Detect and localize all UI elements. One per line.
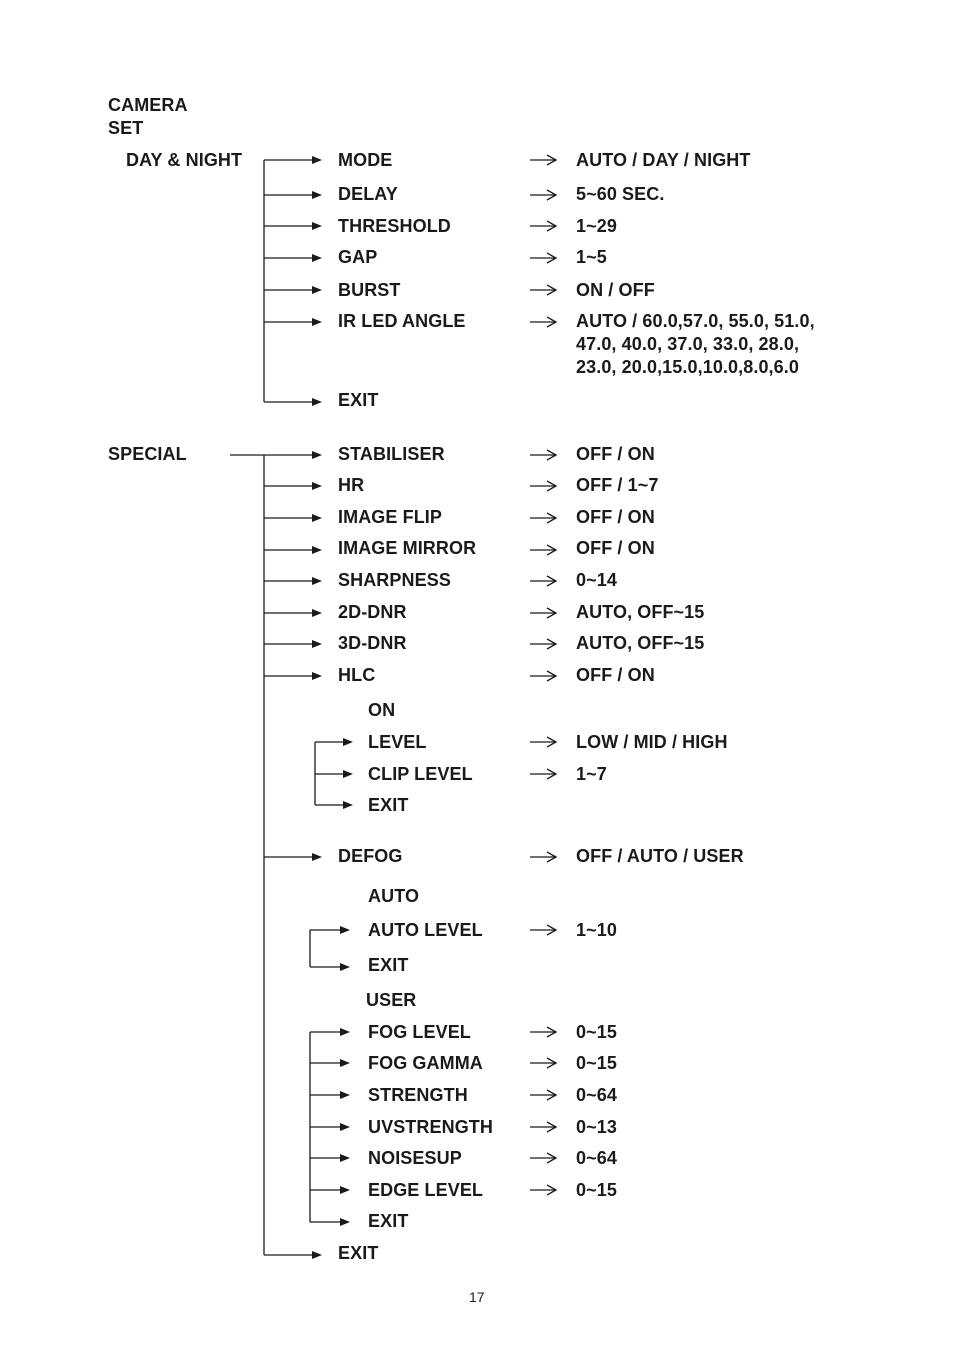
value-image-flip: OFF / ON — [576, 507, 655, 527]
value-3d-dnr: AUTO, OFF~15 — [576, 633, 705, 653]
value-mode: AUTO / DAY / NIGHT — [576, 150, 751, 170]
branch-arrowhead-icon — [340, 1218, 350, 1226]
section-day-night: DAY & NIGHT — [126, 150, 243, 170]
menu-item-noisesup: NOISESUP — [368, 1148, 462, 1168]
menu-item-hlc-clip-level: CLIP LEVEL — [368, 764, 473, 784]
submenu-header-hlc-on: ON — [368, 700, 396, 720]
value-fog-level: 0~15 — [576, 1022, 617, 1042]
value-stabiliser: OFF / ON — [576, 444, 655, 464]
branch-arrowhead-icon — [312, 222, 322, 230]
menu-item-3d-dnr: 3D-DNR — [338, 633, 407, 653]
branch-arrowhead-icon — [312, 398, 322, 406]
branch-arrowhead-icon — [340, 926, 350, 934]
menu-item-gap: GAP — [338, 247, 378, 267]
value-fog-gamma: 0~15 — [576, 1053, 617, 1073]
branch-arrowhead-icon — [312, 514, 322, 522]
value-gap: 1~5 — [576, 247, 607, 267]
branch-arrowhead-icon — [340, 1186, 350, 1194]
section-special: SPECIAL — [108, 444, 187, 464]
menu-item-hlc-exit: EXIT — [368, 795, 409, 815]
menu-item-defog-auto-exit: EXIT — [368, 955, 409, 975]
value-sharpness: 0~14 — [576, 570, 617, 590]
menu-item-image-flip: IMAGE FLIP — [338, 507, 442, 527]
value-auto-level: 1~10 — [576, 920, 617, 940]
menu-item-hr: HR — [338, 475, 365, 495]
branch-arrowhead-icon — [343, 801, 353, 809]
branch-arrowhead-icon — [312, 609, 322, 617]
menu-item-fog-level: FOG LEVEL — [368, 1022, 471, 1042]
menu-item-defog: DEFOG — [338, 846, 403, 866]
menu-item-sharpness: SHARPNESS — [338, 570, 451, 590]
menu-item-stabiliser: STABILISER — [338, 444, 445, 464]
menu-item-hlc: HLC — [338, 665, 376, 685]
branch-arrowhead-icon — [312, 482, 322, 490]
menu-item-threshold: THRESHOLD — [338, 216, 451, 236]
branch-arrowhead-icon — [312, 451, 322, 459]
value-edge-level: 0~15 — [576, 1180, 617, 1200]
menu-item-burst: BURST — [338, 280, 401, 300]
value-ir-led-angle-line1: AUTO / 60.0,57.0, 55.0, 51.0, — [576, 311, 815, 331]
menu-item-delay: DELAY — [338, 184, 398, 204]
branch-arrowhead-icon — [340, 1091, 350, 1099]
page-number: 17 — [469, 1289, 485, 1305]
branch-arrowhead-icon — [340, 1154, 350, 1162]
value-hr: OFF / 1~7 — [576, 475, 659, 495]
branch-arrowhead-icon — [312, 853, 322, 861]
value-ir-led-angle-line3: 23.0, 20.0,15.0,10.0,8.0,6.0 — [576, 357, 799, 377]
menu-item-mode: MODE — [338, 150, 393, 170]
branch-arrowhead-icon — [312, 318, 322, 326]
branch-arrowhead-icon — [343, 738, 353, 746]
menu-item-hlc-level: LEVEL — [368, 732, 427, 752]
value-image-mirror: OFF / ON — [576, 538, 655, 558]
menu-item-edge-level: EDGE LEVEL — [368, 1180, 484, 1200]
menu-item-auto-level: AUTO LEVEL — [368, 920, 483, 940]
branch-arrowhead-icon — [340, 1059, 350, 1067]
branch-arrowhead-icon — [312, 286, 322, 294]
menu-item-uvstrength: UVSTRENGTH — [368, 1117, 494, 1137]
value-threshold: 1~29 — [576, 216, 617, 236]
menu-item-image-mirror: IMAGE MIRROR — [338, 538, 477, 558]
value-delay: 5~60 SEC. — [576, 184, 665, 204]
branch-arrowhead-icon — [312, 546, 322, 554]
branch-arrowhead-icon — [312, 577, 322, 585]
branch-arrowhead-icon — [343, 770, 353, 778]
branch-arrowhead-icon — [312, 191, 322, 199]
value-2d-dnr: AUTO, OFF~15 — [576, 602, 705, 622]
value-hlc-clip-level: 1~7 — [576, 764, 607, 784]
value-uvstrength: 0~13 — [576, 1117, 617, 1137]
submenu-header-defog-auto: AUTO — [368, 886, 420, 906]
menu-item-strength: STRENGTH — [368, 1085, 468, 1105]
menu-item-defog-user-exit: EXIT — [368, 1211, 409, 1231]
value-noisesup: 0~64 — [576, 1148, 617, 1168]
value-strength: 0~64 — [576, 1085, 617, 1105]
branch-arrowhead-icon — [340, 963, 350, 971]
submenu-header-defog-user: USER — [366, 990, 417, 1010]
value-burst: ON / OFF — [576, 280, 655, 300]
title-camera: CAMERA — [108, 95, 188, 115]
branch-arrowhead-icon — [340, 1123, 350, 1131]
branch-arrowhead-icon — [312, 640, 322, 648]
branch-arrowhead-icon — [340, 1028, 350, 1036]
menu-item-day-night-exit: EXIT — [338, 390, 379, 410]
menu-item-2d-dnr: 2D-DNR — [338, 602, 407, 622]
branch-arrowhead-icon — [312, 156, 322, 164]
menu-item-special-exit: EXIT — [338, 1243, 379, 1263]
menu-item-fog-gamma: FOG GAMMA — [368, 1053, 483, 1073]
branch-arrowhead-icon — [312, 1251, 322, 1259]
menu-item-ir-led-angle: IR LED ANGLE — [338, 311, 466, 331]
branch-arrowhead-icon — [312, 254, 322, 262]
title-set: SET — [108, 118, 144, 138]
value-hlc-level: LOW / MID / HIGH — [576, 732, 728, 752]
branch-arrowhead-icon — [312, 672, 322, 680]
value-ir-led-angle-line2: 47.0, 40.0, 37.0, 33.0, 28.0, — [576, 334, 800, 354]
value-hlc: OFF / ON — [576, 665, 655, 685]
value-defog: OFF / AUTO / USER — [576, 846, 744, 866]
